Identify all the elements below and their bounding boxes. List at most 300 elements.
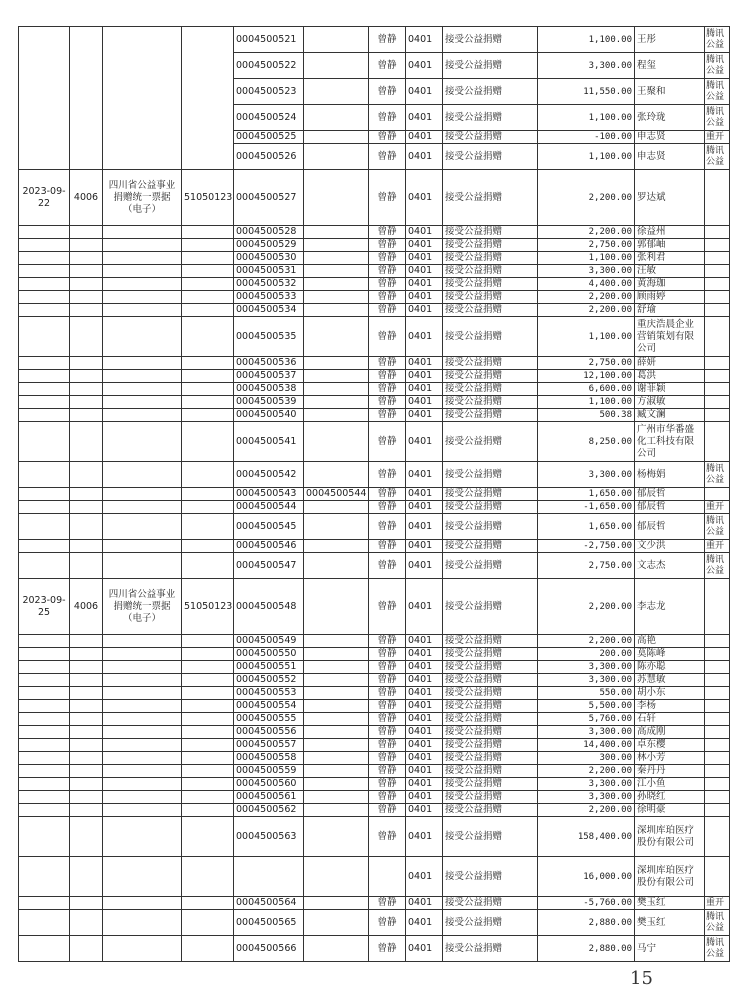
note-cell: 腾讯公益 bbox=[705, 144, 730, 170]
linked-receipt-cell bbox=[304, 897, 369, 910]
table-row bbox=[19, 739, 730, 752]
handler-cell: 曾静 bbox=[369, 27, 406, 53]
empty-batch-cell bbox=[182, 726, 234, 739]
receipt-number-cell: 0004500528 bbox=[234, 226, 304, 239]
empty-code-cell bbox=[70, 674, 103, 687]
handler-cell: 曾静 bbox=[369, 226, 406, 239]
handler-cell: 曾静 bbox=[369, 79, 406, 105]
table-row bbox=[19, 383, 730, 396]
note-cell bbox=[705, 804, 730, 817]
empty-batch-cell bbox=[182, 817, 234, 857]
note-cell bbox=[705, 817, 730, 857]
amount-cell: 158,400.00 bbox=[538, 817, 635, 857]
table-row bbox=[19, 265, 730, 278]
empty-date-cell bbox=[19, 936, 70, 962]
group-code-cell bbox=[70, 27, 103, 170]
linked-receipt-cell bbox=[304, 661, 369, 674]
empty-batch-cell bbox=[182, 488, 234, 501]
linked-receipt-cell bbox=[304, 53, 369, 79]
linked-receipt-cell bbox=[304, 170, 369, 226]
ledger-body bbox=[19, 27, 730, 962]
donor-cell: 张玲珑 bbox=[635, 105, 705, 131]
receipt-number-cell: 0004500550 bbox=[234, 648, 304, 661]
amount-cell: 3,300.00 bbox=[538, 462, 635, 488]
empty-date-cell bbox=[19, 540, 70, 553]
note-cell bbox=[705, 226, 730, 239]
amount-cell: 3,300.00 bbox=[538, 265, 635, 278]
empty-date-cell bbox=[19, 370, 70, 383]
empty-date-cell bbox=[19, 857, 70, 897]
handler-cell: 曾静 bbox=[369, 817, 406, 857]
empty-bill-type-cell bbox=[103, 739, 182, 752]
amount-cell: 3,300.00 bbox=[538, 778, 635, 791]
handler-cell: 曾静 bbox=[369, 304, 406, 317]
summary-cell: 接受公益捐赠 bbox=[443, 778, 538, 791]
note-cell bbox=[705, 383, 730, 396]
subject-code-cell: 0401 bbox=[406, 370, 443, 383]
summary-cell: 接受公益捐赠 bbox=[443, 252, 538, 265]
empty-bill-type-cell bbox=[103, 291, 182, 304]
donor-cell: 方淑敏 bbox=[635, 396, 705, 409]
empty-code-cell bbox=[70, 857, 103, 897]
note-cell bbox=[705, 778, 730, 791]
receipt-number-cell: 0004500537 bbox=[234, 370, 304, 383]
summary-cell: 接受公益捐赠 bbox=[443, 462, 538, 488]
amount-cell: 8,250.00 bbox=[538, 422, 635, 462]
empty-bill-type-cell bbox=[103, 804, 182, 817]
receipt-number-cell: 0004500539 bbox=[234, 396, 304, 409]
amount-cell: 1,100.00 bbox=[538, 27, 635, 53]
empty-batch-cell bbox=[182, 357, 234, 370]
empty-bill-type-cell bbox=[103, 383, 182, 396]
summary-cell: 接受公益捐赠 bbox=[443, 739, 538, 752]
amount-cell: 1,100.00 bbox=[538, 144, 635, 170]
group-bill-type-cell bbox=[103, 27, 182, 170]
empty-date-cell bbox=[19, 265, 70, 278]
handler-cell: 曾静 bbox=[369, 635, 406, 648]
handler-cell: 曾静 bbox=[369, 265, 406, 278]
subject-code-cell: 0401 bbox=[406, 488, 443, 501]
receipt-number-cell: 0004500538 bbox=[234, 383, 304, 396]
note-cell: 重开 bbox=[705, 897, 730, 910]
donor-cell: 张利君 bbox=[635, 252, 705, 265]
note-cell bbox=[705, 700, 730, 713]
receipt-number-cell: 0004500551 bbox=[234, 661, 304, 674]
summary-cell: 接受公益捐赠 bbox=[443, 635, 538, 648]
handler-cell: 曾静 bbox=[369, 105, 406, 131]
empty-code-cell bbox=[70, 226, 103, 239]
group-batch-cell: 51050123 bbox=[182, 170, 234, 226]
handler-cell: 曾静 bbox=[369, 383, 406, 396]
empty-date-cell bbox=[19, 462, 70, 488]
empty-batch-cell bbox=[182, 422, 234, 462]
amount-cell: -1,650.00 bbox=[538, 501, 635, 514]
amount-cell: -100.00 bbox=[538, 131, 635, 144]
donor-cell: 文志杰 bbox=[635, 553, 705, 579]
donor-cell: 程玺 bbox=[635, 53, 705, 79]
linked-receipt-cell bbox=[304, 291, 369, 304]
subject-code-cell: 0401 bbox=[406, 540, 443, 553]
amount-cell: 300.00 bbox=[538, 752, 635, 765]
note-cell bbox=[705, 791, 730, 804]
table-row bbox=[19, 897, 730, 910]
amount-cell: 1,100.00 bbox=[538, 252, 635, 265]
empty-bill-type-cell bbox=[103, 278, 182, 291]
donor-cell: 胡小东 bbox=[635, 687, 705, 700]
table-row bbox=[19, 791, 730, 804]
group-code-cell: 4006 bbox=[70, 579, 103, 635]
empty-bill-type-cell bbox=[103, 422, 182, 462]
handler-cell: 曾静 bbox=[369, 239, 406, 252]
table-row bbox=[19, 304, 730, 317]
note-cell bbox=[705, 726, 730, 739]
linked-receipt-cell bbox=[304, 713, 369, 726]
subject-code-cell: 0401 bbox=[406, 79, 443, 105]
subject-code-cell: 0401 bbox=[406, 897, 443, 910]
empty-bill-type-cell bbox=[103, 370, 182, 383]
empty-code-cell bbox=[70, 396, 103, 409]
note-cell: 腾讯公益 bbox=[705, 27, 730, 53]
table-row bbox=[19, 579, 730, 635]
linked-receipt-cell bbox=[304, 27, 369, 53]
empty-bill-type-cell bbox=[103, 514, 182, 540]
summary-cell: 接受公益捐赠 bbox=[443, 910, 538, 936]
linked-receipt-cell bbox=[304, 501, 369, 514]
amount-cell: 2,200.00 bbox=[538, 804, 635, 817]
donor-cell: 汪敏 bbox=[635, 265, 705, 278]
summary-cell: 接受公益捐赠 bbox=[443, 239, 538, 252]
empty-bill-type-cell bbox=[103, 752, 182, 765]
linked-receipt-cell bbox=[304, 131, 369, 144]
note-cell bbox=[705, 291, 730, 304]
note-cell bbox=[705, 252, 730, 265]
handler-cell: 曾静 bbox=[369, 778, 406, 791]
handler-cell: 曾静 bbox=[369, 540, 406, 553]
empty-batch-cell bbox=[182, 687, 234, 700]
table-row bbox=[19, 553, 730, 579]
note-cell bbox=[705, 370, 730, 383]
amount-cell: 200.00 bbox=[538, 648, 635, 661]
receipt-number-cell: 0004500553 bbox=[234, 687, 304, 700]
donor-cell: 李杨 bbox=[635, 700, 705, 713]
empty-code-cell bbox=[70, 910, 103, 936]
subject-code-cell: 0401 bbox=[406, 357, 443, 370]
handler-cell: 曾静 bbox=[369, 317, 406, 357]
empty-bill-type-cell bbox=[103, 713, 182, 726]
donor-cell: 高艳 bbox=[635, 635, 705, 648]
handler-cell: 曾静 bbox=[369, 897, 406, 910]
subject-code-cell: 0401 bbox=[406, 226, 443, 239]
empty-batch-cell bbox=[182, 304, 234, 317]
empty-batch-cell bbox=[182, 409, 234, 422]
subject-code-cell: 0401 bbox=[406, 278, 443, 291]
receipt-number-cell: 0004500552 bbox=[234, 674, 304, 687]
subject-code-cell: 0401 bbox=[406, 765, 443, 778]
empty-code-cell bbox=[70, 765, 103, 778]
table-row bbox=[19, 317, 730, 357]
empty-code-cell bbox=[70, 252, 103, 265]
handler-cell: 曾静 bbox=[369, 170, 406, 226]
empty-batch-cell bbox=[182, 540, 234, 553]
empty-batch-cell bbox=[182, 226, 234, 239]
empty-batch-cell bbox=[182, 383, 234, 396]
linked-receipt-cell bbox=[304, 226, 369, 239]
amount-cell: 6,600.00 bbox=[538, 383, 635, 396]
summary-cell: 接受公益捐赠 bbox=[443, 936, 538, 962]
linked-receipt-cell bbox=[304, 514, 369, 540]
note-cell bbox=[705, 422, 730, 462]
summary-cell: 接受公益捐赠 bbox=[443, 27, 538, 53]
handler-cell: 曾静 bbox=[369, 910, 406, 936]
note-cell bbox=[705, 357, 730, 370]
table-row bbox=[19, 291, 730, 304]
note-cell bbox=[705, 317, 730, 357]
note-cell bbox=[705, 265, 730, 278]
linked-receipt-cell bbox=[304, 409, 369, 422]
empty-batch-cell bbox=[182, 514, 234, 540]
subject-code-cell: 0401 bbox=[406, 514, 443, 540]
empty-date-cell bbox=[19, 700, 70, 713]
empty-date-cell bbox=[19, 304, 70, 317]
linked-receipt-cell bbox=[304, 383, 369, 396]
note-cell bbox=[705, 661, 730, 674]
donor-cell: 舒瑜 bbox=[635, 304, 705, 317]
summary-cell: 接受公益捐赠 bbox=[443, 804, 538, 817]
empty-batch-cell bbox=[182, 791, 234, 804]
handler-cell: 曾静 bbox=[369, 278, 406, 291]
linked-receipt-cell bbox=[304, 396, 369, 409]
empty-code-cell bbox=[70, 791, 103, 804]
note-cell bbox=[705, 648, 730, 661]
handler-cell: 曾静 bbox=[369, 514, 406, 540]
empty-bill-type-cell bbox=[103, 317, 182, 357]
note-cell bbox=[705, 687, 730, 700]
amount-cell: -5,760.00 bbox=[538, 897, 635, 910]
linked-receipt-cell bbox=[304, 422, 369, 462]
summary-cell: 接受公益捐赠 bbox=[443, 317, 538, 357]
empty-code-cell bbox=[70, 357, 103, 370]
linked-receipt-cell bbox=[304, 910, 369, 936]
donor-cell: 郁辰哲 bbox=[635, 514, 705, 540]
handler-cell: 曾静 bbox=[369, 131, 406, 144]
empty-bill-type-cell bbox=[103, 910, 182, 936]
table-row bbox=[19, 396, 730, 409]
receipt-number-cell: 0004500559 bbox=[234, 765, 304, 778]
note-cell: 腾讯公益 bbox=[705, 514, 730, 540]
handler-cell: 曾静 bbox=[369, 370, 406, 383]
empty-bill-type-cell bbox=[103, 252, 182, 265]
donor-cell: 莫陈峰 bbox=[635, 648, 705, 661]
subject-code-cell: 0401 bbox=[406, 317, 443, 357]
empty-bill-type-cell bbox=[103, 765, 182, 778]
amount-cell: 2,200.00 bbox=[538, 579, 635, 635]
table-row bbox=[19, 648, 730, 661]
empty-bill-type-cell bbox=[103, 488, 182, 501]
empty-batch-cell bbox=[182, 278, 234, 291]
linked-receipt-cell bbox=[304, 765, 369, 778]
amount-cell: 1,100.00 bbox=[538, 396, 635, 409]
linked-receipt-cell bbox=[304, 739, 369, 752]
subject-code-cell: 0401 bbox=[406, 857, 443, 897]
empty-code-cell bbox=[70, 713, 103, 726]
summary-cell: 接受公益捐赠 bbox=[443, 674, 538, 687]
linked-receipt-cell bbox=[304, 357, 369, 370]
note-cell bbox=[705, 765, 730, 778]
summary-cell: 接受公益捐赠 bbox=[443, 514, 538, 540]
receipt-number-cell: 0004500532 bbox=[234, 278, 304, 291]
receipt-number-cell: 0004500541 bbox=[234, 422, 304, 462]
donor-cell: 郁辰哲 bbox=[635, 488, 705, 501]
donor-cell: 申志贤 bbox=[635, 131, 705, 144]
note-cell: 重开 bbox=[705, 131, 730, 144]
empty-code-cell bbox=[70, 540, 103, 553]
donor-cell: 林小芳 bbox=[635, 752, 705, 765]
empty-date-cell bbox=[19, 291, 70, 304]
handler-cell: 曾静 bbox=[369, 553, 406, 579]
subject-code-cell: 0401 bbox=[406, 635, 443, 648]
receipt-number-cell: 0004500545 bbox=[234, 514, 304, 540]
empty-date-cell bbox=[19, 488, 70, 501]
group-date-cell: 2023-09-25 bbox=[19, 579, 70, 635]
table-row bbox=[19, 422, 730, 462]
empty-code-cell bbox=[70, 817, 103, 857]
empty-bill-type-cell bbox=[103, 687, 182, 700]
subject-code-cell: 0401 bbox=[406, 170, 443, 226]
handler-cell: 曾静 bbox=[369, 739, 406, 752]
receipt-number-cell: 0004500525 bbox=[234, 131, 304, 144]
note-cell bbox=[705, 488, 730, 501]
note-cell: 腾讯公益 bbox=[705, 105, 730, 131]
empty-date-cell bbox=[19, 648, 70, 661]
empty-date-cell bbox=[19, 804, 70, 817]
receipt-number-cell: 0004500563 bbox=[234, 817, 304, 857]
note-cell bbox=[705, 579, 730, 635]
note-cell bbox=[705, 739, 730, 752]
receipt-number-cell: 0004500542 bbox=[234, 462, 304, 488]
empty-code-cell bbox=[70, 700, 103, 713]
receipt-number-cell: 0004500556 bbox=[234, 726, 304, 739]
empty-date-cell bbox=[19, 635, 70, 648]
amount-cell: 2,750.00 bbox=[538, 357, 635, 370]
subject-code-cell: 0401 bbox=[406, 131, 443, 144]
table-row bbox=[19, 226, 730, 239]
empty-date-cell bbox=[19, 726, 70, 739]
empty-code-cell bbox=[70, 897, 103, 910]
linked-receipt-cell bbox=[304, 265, 369, 278]
linked-receipt-cell bbox=[304, 317, 369, 357]
empty-batch-cell bbox=[182, 765, 234, 778]
linked-receipt-cell bbox=[304, 252, 369, 265]
donor-cell: 徐益州 bbox=[635, 226, 705, 239]
empty-bill-type-cell bbox=[103, 304, 182, 317]
empty-bill-type-cell bbox=[103, 661, 182, 674]
summary-cell: 接受公益捐赠 bbox=[443, 105, 538, 131]
summary-cell: 接受公益捐赠 bbox=[443, 501, 538, 514]
summary-cell: 接受公益捐赠 bbox=[443, 422, 538, 462]
empty-batch-cell bbox=[182, 239, 234, 252]
linked-receipt-cell bbox=[304, 857, 369, 897]
subject-code-cell: 0401 bbox=[406, 804, 443, 817]
empty-batch-cell bbox=[182, 317, 234, 357]
empty-code-cell bbox=[70, 291, 103, 304]
table-row bbox=[19, 409, 730, 422]
summary-cell: 接受公益捐赠 bbox=[443, 357, 538, 370]
linked-receipt-cell bbox=[304, 804, 369, 817]
subject-code-cell: 0401 bbox=[406, 27, 443, 53]
summary-cell: 接受公益捐赠 bbox=[443, 131, 538, 144]
handler-cell: 曾静 bbox=[369, 713, 406, 726]
table-row bbox=[19, 752, 730, 765]
note-cell: 腾讯公益 bbox=[705, 553, 730, 579]
handler-cell: 曾静 bbox=[369, 648, 406, 661]
summary-cell: 接受公益捐赠 bbox=[443, 897, 538, 910]
handler-cell: 曾静 bbox=[369, 53, 406, 79]
subject-code-cell: 0401 bbox=[406, 105, 443, 131]
donor-cell: 郭郁岫 bbox=[635, 239, 705, 252]
empty-bill-type-cell bbox=[103, 226, 182, 239]
summary-cell: 接受公益捐赠 bbox=[443, 765, 538, 778]
note-cell: 腾讯公益 bbox=[705, 910, 730, 936]
receipt-number-cell: 0004500560 bbox=[234, 778, 304, 791]
empty-date-cell bbox=[19, 687, 70, 700]
empty-batch-cell bbox=[182, 370, 234, 383]
empty-date-cell bbox=[19, 383, 70, 396]
empty-date-cell bbox=[19, 239, 70, 252]
table-row bbox=[19, 514, 730, 540]
subject-code-cell: 0401 bbox=[406, 726, 443, 739]
donor-cell: 重庆浩晨企业营销策划有限公司 bbox=[635, 317, 705, 357]
group-bill-type-cell: 四川省公益事业捐赠统一票据（电子） bbox=[103, 170, 182, 226]
empty-batch-cell bbox=[182, 501, 234, 514]
empty-batch-cell bbox=[182, 661, 234, 674]
empty-date-cell bbox=[19, 674, 70, 687]
linked-receipt-cell bbox=[304, 635, 369, 648]
empty-code-cell bbox=[70, 661, 103, 674]
handler-cell: 曾静 bbox=[369, 726, 406, 739]
subject-code-cell: 0401 bbox=[406, 700, 443, 713]
donor-cell: 深圳库珀医疗股份有限公司 bbox=[635, 857, 705, 897]
subject-code-cell: 0401 bbox=[406, 752, 443, 765]
empty-code-cell bbox=[70, 501, 103, 514]
receipt-number-cell: 0004500547 bbox=[234, 553, 304, 579]
empty-code-cell bbox=[70, 317, 103, 357]
receipt-number-cell: 0004500557 bbox=[234, 739, 304, 752]
empty-bill-type-cell bbox=[103, 409, 182, 422]
table-row bbox=[19, 700, 730, 713]
amount-cell: 4,400.00 bbox=[538, 278, 635, 291]
handler-cell: 曾静 bbox=[369, 462, 406, 488]
receipt-number-cell: 0004500562 bbox=[234, 804, 304, 817]
group-bill-type-cell: 四川省公益事业捐赠统一票据（电子） bbox=[103, 579, 182, 635]
linked-receipt-cell bbox=[304, 79, 369, 105]
donor-cell: 郁辰哲 bbox=[635, 501, 705, 514]
handler-cell: 曾静 bbox=[369, 488, 406, 501]
donor-cell: 徐明豪 bbox=[635, 804, 705, 817]
linked-receipt-cell bbox=[304, 105, 369, 131]
amount-cell: 2,750.00 bbox=[538, 239, 635, 252]
empty-bill-type-cell bbox=[103, 462, 182, 488]
linked-receipt-cell bbox=[304, 462, 369, 488]
donor-cell: 江小鱼 bbox=[635, 778, 705, 791]
note-cell bbox=[705, 674, 730, 687]
empty-batch-cell bbox=[182, 752, 234, 765]
receipt-number-cell: 0004500561 bbox=[234, 791, 304, 804]
summary-cell: 接受公益捐赠 bbox=[443, 53, 538, 79]
donor-cell: 高成刚 bbox=[635, 726, 705, 739]
subject-code-cell: 0401 bbox=[406, 252, 443, 265]
subject-code-cell: 0401 bbox=[406, 936, 443, 962]
receipt-number-cell: 0004500564 bbox=[234, 897, 304, 910]
